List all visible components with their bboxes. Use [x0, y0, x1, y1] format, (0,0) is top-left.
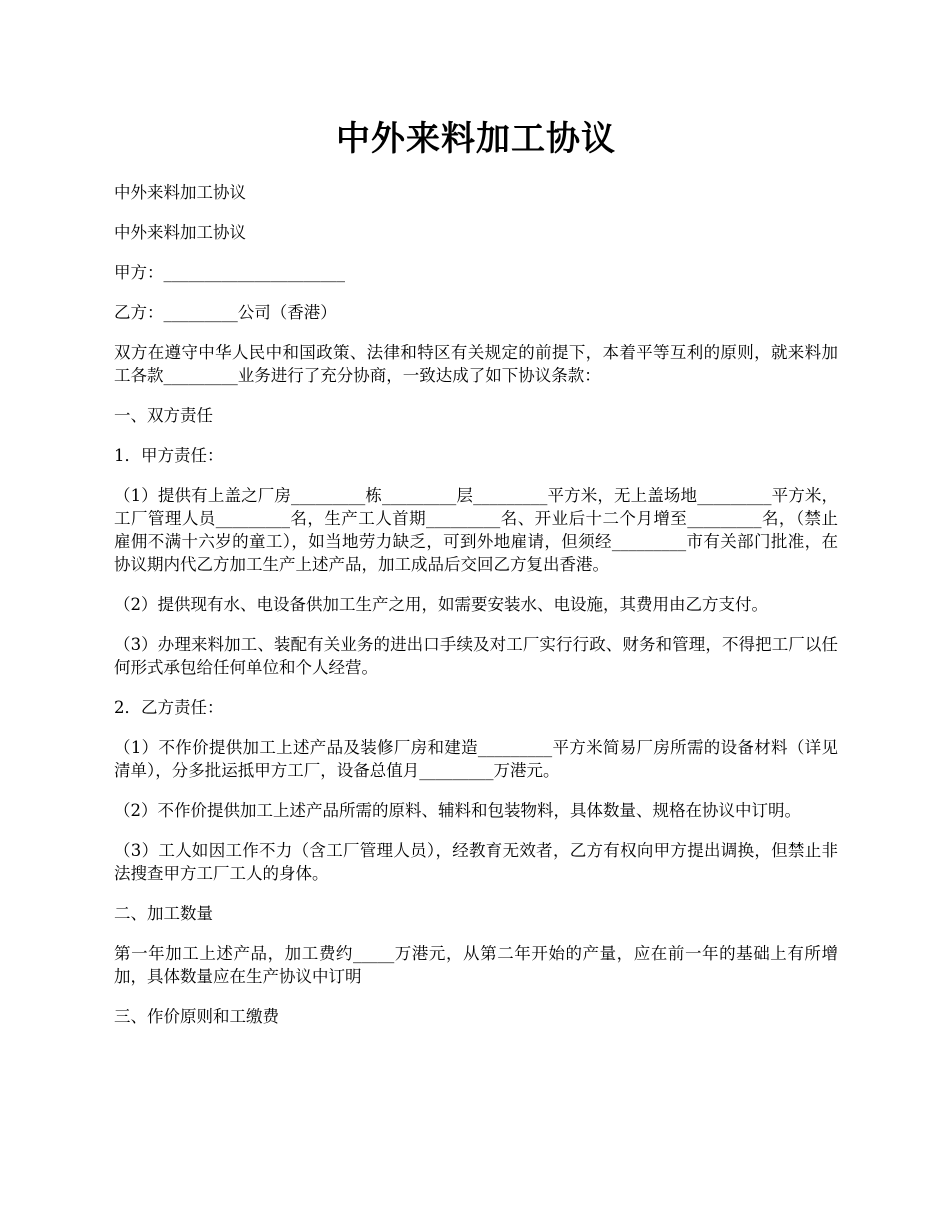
party-b-clause-1: （1）不作价提供加工上述产品及装修厂房和建造_________平方米简易厂房所需的设备材料（详见清单），分多批运抵甲方工厂，设备总值月_________万港元。: [114, 738, 838, 780]
party-a-clause-3: （3）办理来料加工、装配有关业务的进出口手续及对工厂实行行政、财务和管理，不得把工厂以任何形式承包给任何单位和个人经营。: [114, 635, 838, 677]
party-a-clause-2: （2）提供现有水、电设备供加工生产之用，如需要安装水、电设施，其费用由乙方支付。: [114, 595, 768, 614]
section-heading-responsibilities: 一、双方责任: [114, 406, 213, 425]
subsection-heading-party-a: 1．甲方责任：: [114, 446, 224, 465]
section-heading-pricing: 三、作价原则和工缴费: [114, 1007, 279, 1026]
quantity-paragraph: 第一年加工上述产品，加工费约_____万港元，从第二年开始的产量，应在前一年的基础上有所增加，具体数量应在生产协议中订明: [114, 944, 838, 986]
party-a-clause-1: （1）提供有上盖之厂房_________栋_________层_________平方米，无上盖场地_________平方米，工厂管理人员_________名，生产工人首期_________名、开业后十二个月增至_________名，（禁止雇佣不满十六岁的童工），如当地劳力缺乏，可到外地雇请，但须经_________市有关部门批准，在协议期内代乙方加工生产上述产品，加工成品后交回乙方复出香港。: [114, 486, 838, 574]
party-b-line: 乙方：_________公司（香港）: [114, 303, 337, 322]
preamble-paragraph: 双方在遵守中华人民中和国政策、法律和特区有关规定的前提下，本着平等互利的原则，就来料加工各款_________业务进行了充分协商，一致达成了如下协议条款：: [114, 343, 838, 385]
party-b-clause-3: （3）工人如因工作不力（含工厂管理人员），经教育无效者，乙方有权向甲方提出调换，但禁止非法搜查甲方工厂工人的身体。: [114, 841, 838, 883]
party-a-line: 甲方：______________________: [114, 263, 345, 282]
section-heading-quantity: 二、加工数量: [114, 904, 213, 923]
subtitle-line-2: 中外来料加工协议: [114, 223, 246, 242]
document-title: 中外来料加工协议: [336, 119, 616, 159]
subtitle-line-1: 中外来料加工协议: [114, 183, 246, 202]
party-b-clause-2: （2）不作价提供加工上述产品所需的原料、辅料和包装物料，具体数量、规格在协议中订明。: [114, 801, 801, 820]
subsection-heading-party-b: 2．乙方责任：: [114, 698, 224, 717]
